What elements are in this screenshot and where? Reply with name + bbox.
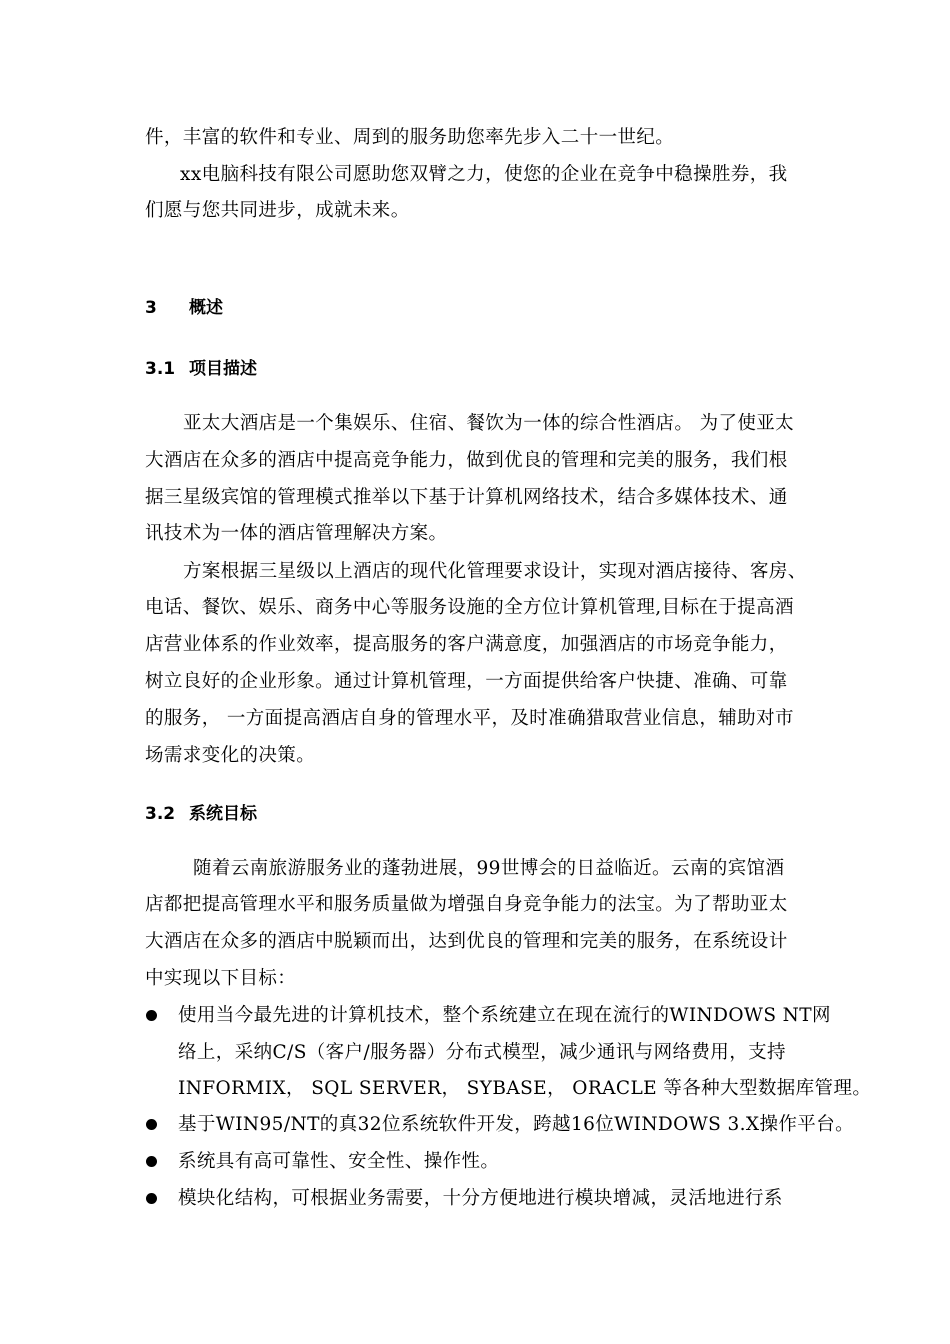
paragraph-line: 据三星级宾馆的管理模式推举以下基于计算机网络技术，结合多媒体技术、通	[145, 487, 788, 508]
section-3-heading	[145, 297, 223, 319]
bullet-line: 络上，采纳C/S（客户/服务器）分布式模型，减少通讯与网络费用，支持	[178, 1042, 786, 1063]
bullet-line: 模块化结构，可根据业务需要，十分方便地进行模块增减，灵活地进行系	[178, 1188, 783, 1209]
intro-line-1: 件，丰富的软件和专业、周到的服务助您率先步入二十一世纪。	[145, 127, 675, 148]
paragraph-line: 场需求变化的决策。	[145, 745, 316, 766]
section-3-2-heading	[145, 803, 257, 825]
bullet-line: 系统具有高可靠性、安全性、操作性。	[178, 1151, 500, 1172]
section-3-1-heading	[145, 358, 257, 380]
paragraph-line: 随着云南旅游服务业的蓬勃进展，99世博会的日益临近。云南的宾馆酒	[193, 858, 785, 879]
section-3-number: 3	[145, 298, 157, 318]
bullet-icon	[146, 1193, 157, 1204]
section-3-1-number: 3.1	[145, 359, 176, 379]
paragraph-line: 大酒店在众多的酒店中脱颖而出，达到优良的管理和完美的服务，在系统设计	[145, 931, 788, 952]
bullet-line: INFORMIX， SQL SERVER， SYBASE， ORACLE 等各种大型数据库管理。	[178, 1078, 872, 1099]
section-3-1-title: 项目描述	[189, 359, 257, 379]
paragraph-line: 的服务， 一方面提高酒店自身的管理水平，及时准确猎取营业信息，辅助对市	[145, 708, 794, 729]
intro-line-2: xx电脑科技有限公司愿助您双臂之力，使您的企业在竞争中稳操胜券，我	[180, 164, 788, 185]
paragraph-line: 树立良好的企业形象。通过计算机管理，一方面提供给客户快捷、准确、可靠	[145, 671, 788, 692]
paragraph-line: 电话、餐饮、娱乐、商务中心等服务设施的全方位计算机管理,目标在于提高酒	[145, 597, 794, 618]
section-3-2-title: 系统目标	[189, 804, 257, 824]
paragraph-line: 亚太大酒店是一个集娱乐、住宿、餐饮为一体的综合性酒店。 为了使亚太	[183, 413, 795, 434]
bullet-icon	[146, 1119, 157, 1130]
paragraph-line: 方案根据三星级以上酒店的现代化管理要求设计，实现对酒店接待、客房、	[183, 561, 807, 582]
bullet-icon	[146, 1156, 157, 1167]
paragraph-line: 店营业体系的作业效率，提高服务的客户满意度，加强酒店的市场竞争能力，	[145, 634, 788, 655]
paragraph-line: 讯技术为一体的酒店管理解决方案。	[145, 523, 448, 544]
paragraph-line: 大酒店在众多的酒店中提高竞争能力，做到优良的管理和完美的服务，我们根	[145, 450, 788, 471]
bullet-line: 使用当今最先进的计算机技术，整个系统建立在现在流行的WINDOWS NT网	[178, 1005, 831, 1026]
section-3-title: 概述	[189, 298, 223, 318]
bullet-line: 基于WIN95/NT的真32位系统软件开发，跨越16位WINDOWS 3.X操作平台。	[178, 1114, 854, 1135]
intro-line-3: 们愿与您共同进步，成就未来。	[145, 200, 410, 221]
paragraph-line: 店都把提高管理水平和服务质量做为增强自身竞争能力的法宝。为了帮助亚太	[145, 894, 788, 915]
bullet-icon	[146, 1010, 157, 1021]
section-3-2-number: 3.2	[145, 804, 176, 824]
paragraph-line: 中实现以下目标：	[145, 968, 297, 989]
